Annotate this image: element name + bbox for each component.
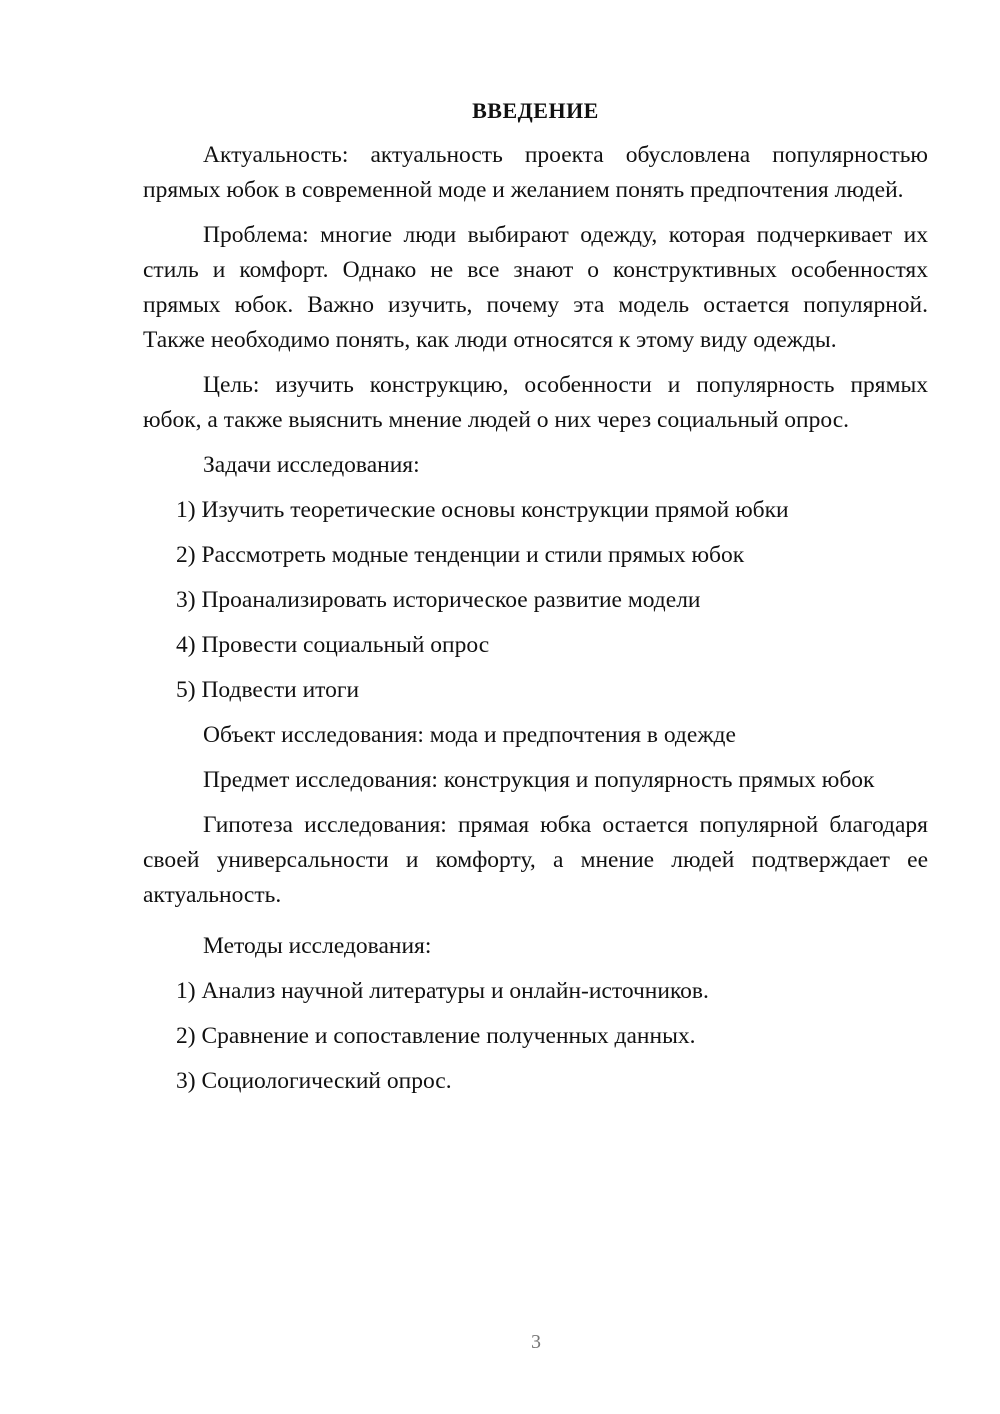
page-content xyxy=(143,94,928,1109)
list-item: 5) Подвести итоги xyxy=(176,677,360,703)
page-number: 3 xyxy=(531,1331,541,1353)
methods-list xyxy=(143,974,928,1099)
list-item: 4) Провести социальный опрос xyxy=(176,632,490,658)
list-item: 3) Социологический опрос. xyxy=(176,1068,452,1094)
tasks-heading: Задачи исследования: xyxy=(203,452,420,478)
hypothesis-paragraph: Гипотеза исследования: прямая юбка остается популярной благодаря своей универсальности и комфорту, а мнение людей подтверждает ее актуальность. xyxy=(143,812,928,908)
goal-paragraph: Цель: изучить конструкцию, особенности и популярность прямых юбок, а также выяснить мнение людей о них через социальный опрос. xyxy=(143,372,928,433)
subject-paragraph: Предмет исследования: конструкция и популярность прямых юбок xyxy=(203,767,875,793)
list-item: 3) Проанализировать историческое развитие модели xyxy=(176,587,701,613)
list-item: 1) Изучить теоретические основы конструкции прямой юбки xyxy=(176,497,789,523)
list-item: 1) Анализ научной литературы и онлайн-источников. xyxy=(176,978,709,1004)
list-item: 2) Рассмотреть модные тенденции и стили прямых юбок xyxy=(176,542,745,568)
tasks-list xyxy=(143,493,928,708)
methods-heading: Методы исследования: xyxy=(203,933,432,959)
page-title: ВВЕДЕНИЕ xyxy=(472,98,599,123)
list-item: 2) Сравнение и сопоставление полученных данных. xyxy=(176,1023,696,1049)
relevance-paragraph: Актуальность: актуальность проекта обусловлена популярностью прямых юбок в современной моде и желанием понять предпочтения людей. xyxy=(143,142,928,203)
object-paragraph: Объект исследования: мода и предпочтения в одежде xyxy=(203,722,736,748)
problem-paragraph: Проблема: многие люди выбирают одежду, которая подчеркивает их стиль и комфорт. Однако не все знают о конструктивных особенностях прямых юбок. Важно изучить, почему эта модель остается популярной. Также необходимо понять, как люди относятся к этому виду одежды. xyxy=(143,222,928,353)
